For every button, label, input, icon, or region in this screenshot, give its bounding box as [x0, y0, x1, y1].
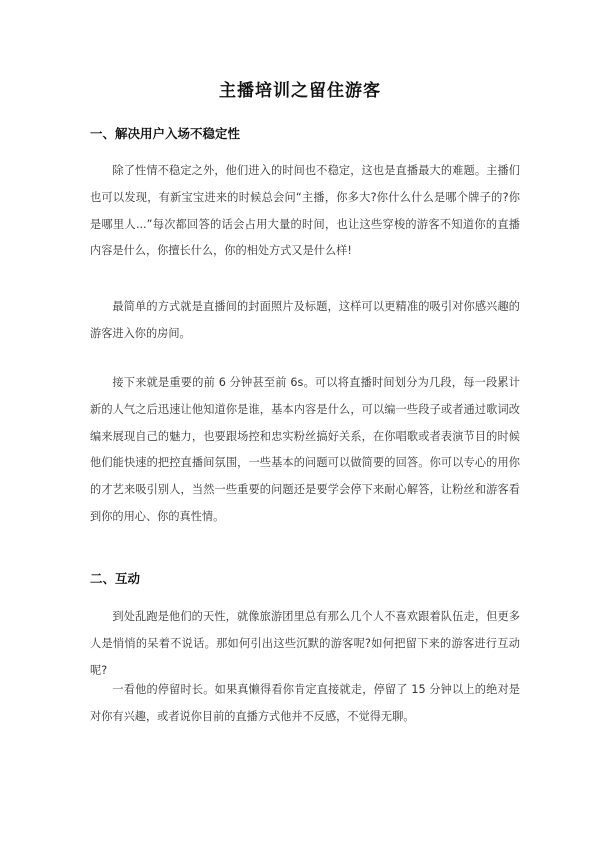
section-heading-2: 二、互动	[90, 571, 141, 586]
paragraph: 一看他的停留时长。如果真懒得看你肯定直接就走，停留了 15 分钟以上的绝对是对你有兴趣，或者说你目前的直播方式他并不反感，不觉得无聊。	[90, 683, 520, 723]
paragraph: 接下来就是重要的前 6 分钟甚至前 6s。可以将直播时间划分为几段，每一段累计新的人气之后迅速让他知道你是谁，基本内容是什么，可以编一些段子或者通过歌词改编来展现自己的魅力，也要跟场控和忠实粉丝搞好关系，在你唱歌或者表演节目的时候他们能快速的把控直播间氛围，一些基本的问题可以做简要的回答。你可以专心的用你的才艺来吸引别人，当然一些重要的问题还是要学会停下来耐心解答，让粉丝和游客看到你的用心、你的真性情。	[90, 376, 520, 523]
section-heading-1: 一、解决用户入场不稳定性	[90, 126, 241, 141]
document-title: 主播培训之留住游客	[219, 81, 381, 101]
paragraph: 除了性情不稳定之外，他们进入的时间也不稳定，这也是直播最大的难题。主播们也可以发现，有新宝宝进来的时候总会问“主播，你多大?你什么什么是哪个牌子的?你是哪里人...”每次都回答的话会占用大量的时间，也让这些穿梭的游客不知道你的直播内容是什么，你擅长什么，你的相处方式又是什么样!	[90, 164, 520, 258]
paragraph: 最简单的方式就是直播间的封面照片及标题，这样可以更精准的吸引对你感兴趣的游客进入你的房间。	[90, 300, 520, 340]
paragraph: 到处乱跑是他们的天性，就像旅游团里总有那么几个人不喜欢跟着队伍走，但更多人是悄悄的呆着不说话。那如何引出这些沉默的游客呢?如何把留下来的游客进行互动呢?	[90, 610, 520, 677]
